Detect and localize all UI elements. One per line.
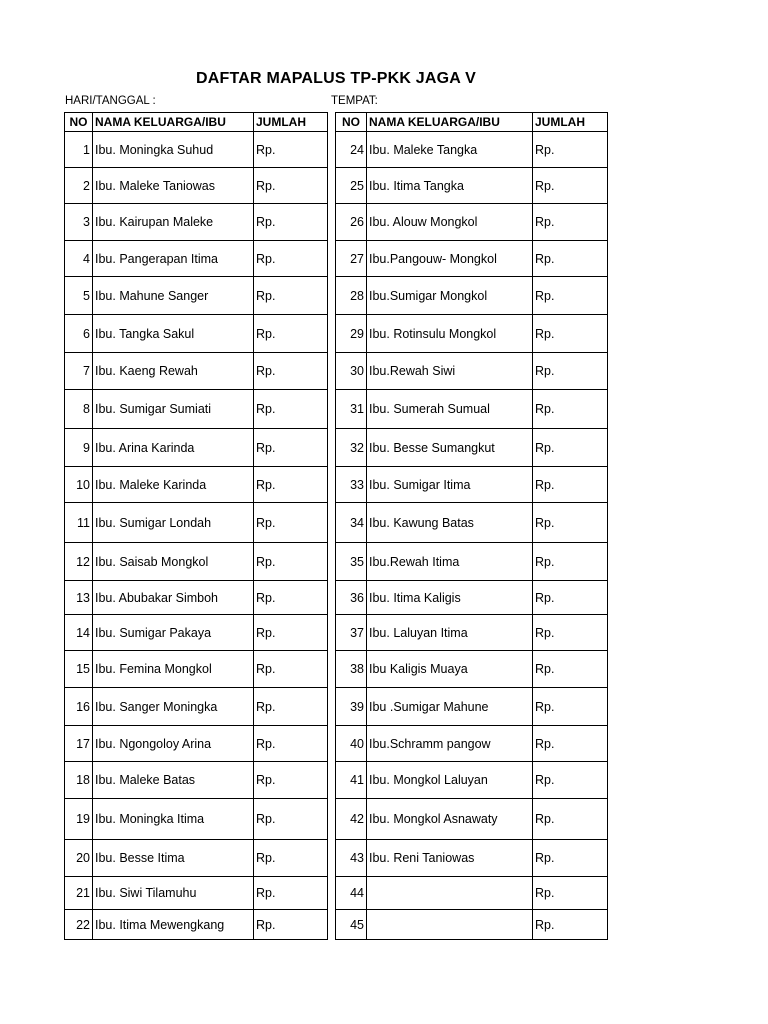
table-row — [336, 204, 608, 241]
row-number: 24 — [336, 132, 367, 168]
place-label: TEMPAT: — [331, 95, 378, 107]
row-name: Ibu.Rewah Itima — [367, 543, 533, 581]
row-amount: Rp. — [254, 503, 328, 543]
row-amount: Rp. — [254, 581, 328, 615]
row-amount: Rp. — [533, 353, 608, 390]
row-name: Ibu. Laluyan Itima — [367, 615, 533, 651]
row-amount: Rp. — [533, 241, 608, 277]
row-name: Ibu Kaligis Muaya — [367, 651, 533, 688]
row-name: Ibu. Mahune Sanger — [93, 277, 254, 315]
table-row — [65, 840, 328, 877]
row-number: 6 — [65, 315, 93, 353]
row-amount: Rp. — [533, 315, 608, 353]
table-row — [336, 726, 608, 762]
row-amount: Rp. — [533, 910, 608, 940]
table-row — [336, 688, 608, 726]
row-name: Ibu. Sanger Moningka — [93, 688, 254, 726]
row-amount: Rp. — [254, 688, 328, 726]
table-row — [65, 467, 328, 503]
row-number: 17 — [65, 726, 93, 762]
table-row — [65, 726, 328, 762]
row-name: Ibu. Mongkol Laluyan — [367, 762, 533, 799]
table-row — [336, 615, 608, 651]
row-amount: Rp. — [533, 204, 608, 241]
header-no: NO — [65, 113, 93, 132]
row-amount: Rp. — [533, 799, 608, 840]
row-number: 2 — [65, 168, 93, 204]
header-amount: JUMLAH — [533, 113, 608, 132]
row-number: 42 — [336, 799, 367, 840]
row-amount: Rp. — [254, 204, 328, 241]
table-row — [65, 204, 328, 241]
row-name: Ibu. Siwi Tilamuhu — [93, 877, 254, 910]
row-amount: Rp. — [533, 840, 608, 877]
row-amount: Rp. — [254, 726, 328, 762]
row-number: 28 — [336, 277, 367, 315]
table-row — [336, 353, 608, 390]
row-amount: Rp. — [533, 429, 608, 467]
row-amount: Rp. — [254, 132, 328, 168]
row-name: Ibu.Rewah Siwi — [367, 353, 533, 390]
table-row — [336, 390, 608, 429]
row-name: Ibu. Itima Tangka — [367, 168, 533, 204]
row-name: Ibu. Sumigar Pakaya — [93, 615, 254, 651]
table-row — [65, 877, 328, 910]
row-amount: Rp. — [254, 615, 328, 651]
document-title: DAFTAR MAPALUS TP-PKK JAGA V — [196, 70, 476, 87]
row-amount: Rp. — [533, 581, 608, 615]
row-amount: Rp. — [254, 651, 328, 688]
table-row — [65, 168, 328, 204]
row-number: 8 — [65, 390, 93, 429]
row-amount: Rp. — [254, 168, 328, 204]
row-number: 43 — [336, 840, 367, 877]
row-amount: Rp. — [533, 132, 608, 168]
table-row — [336, 315, 608, 353]
table-row — [336, 543, 608, 581]
row-name: Ibu. Kawung Batas — [367, 503, 533, 543]
table-header-row — [65, 113, 328, 132]
row-number: 1 — [65, 132, 93, 168]
row-name: Ibu.Sumigar Mongkol — [367, 277, 533, 315]
row-number: 16 — [65, 688, 93, 726]
row-name: Ibu. Itima Kaligis — [367, 581, 533, 615]
row-number: 31 — [336, 390, 367, 429]
row-name — [367, 910, 533, 940]
row-number: 14 — [65, 615, 93, 651]
row-amount: Rp. — [254, 910, 328, 940]
row-number: 29 — [336, 315, 367, 353]
row-amount: Rp. — [533, 467, 608, 503]
table-row — [65, 581, 328, 615]
row-amount: Rp. — [254, 840, 328, 877]
row-name: Ibu. Tangka Sakul — [93, 315, 254, 353]
row-name: Ibu. Itima Mewengkang — [93, 910, 254, 940]
row-name: Ibu. Abubakar Simboh — [93, 581, 254, 615]
table-row — [65, 651, 328, 688]
row-amount: Rp. — [254, 315, 328, 353]
row-name — [367, 877, 533, 910]
row-number: 5 — [65, 277, 93, 315]
row-amount: Rp. — [533, 726, 608, 762]
row-number: 32 — [336, 429, 367, 467]
row-name: Ibu. Maleke Karinda — [93, 467, 254, 503]
table-row — [65, 543, 328, 581]
members-table-left — [64, 112, 328, 940]
row-amount: Rp. — [533, 168, 608, 204]
row-name: Ibu. Besse Itima — [93, 840, 254, 877]
table-row — [336, 168, 608, 204]
row-name: Ibu. Ngongoloy Arina — [93, 726, 254, 762]
header-name: NAMA KELUARGA/IBU — [93, 113, 254, 132]
row-number: 41 — [336, 762, 367, 799]
row-number: 36 — [336, 581, 367, 615]
row-name: Ibu. Kaeng Rewah — [93, 353, 254, 390]
row-number: 9 — [65, 429, 93, 467]
row-name: Ibu .Sumigar Mahune — [367, 688, 533, 726]
row-amount: Rp. — [254, 241, 328, 277]
table-row — [336, 429, 608, 467]
row-name: Ibu. Reni Taniowas — [367, 840, 533, 877]
table-row — [336, 910, 608, 940]
table-row — [336, 132, 608, 168]
row-number: 25 — [336, 168, 367, 204]
row-amount: Rp. — [254, 429, 328, 467]
row-amount: Rp. — [533, 390, 608, 429]
row-name: Ibu. Arina Karinda — [93, 429, 254, 467]
row-number: 35 — [336, 543, 367, 581]
row-number: 26 — [336, 204, 367, 241]
table-row — [336, 877, 608, 910]
row-amount: Rp. — [254, 877, 328, 910]
table-row — [65, 277, 328, 315]
table-row — [336, 277, 608, 315]
row-number: 40 — [336, 726, 367, 762]
row-name: Ibu. Sumigar Itima — [367, 467, 533, 503]
row-number: 37 — [336, 615, 367, 651]
row-amount: Rp. — [533, 277, 608, 315]
row-number: 34 — [336, 503, 367, 543]
row-amount: Rp. — [533, 615, 608, 651]
table-row — [65, 429, 328, 467]
row-number: 27 — [336, 241, 367, 277]
row-number: 30 — [336, 353, 367, 390]
table-row — [65, 615, 328, 651]
row-name: Ibu. Sumerah Sumual — [367, 390, 533, 429]
header-name: NAMA KELUARGA/IBU — [367, 113, 533, 132]
row-number: 15 — [65, 651, 93, 688]
table-row — [65, 353, 328, 390]
table-row — [336, 503, 608, 543]
row-amount: Rp. — [533, 688, 608, 726]
row-name: Ibu. Maleke Batas — [93, 762, 254, 799]
row-name: Ibu. Besse Sumangkut — [367, 429, 533, 467]
row-name: Ibu.Schramm pangow — [367, 726, 533, 762]
table-row — [336, 241, 608, 277]
date-label: HARI/TANGGAL : — [65, 95, 156, 107]
row-number: 13 — [65, 581, 93, 615]
row-number: 33 — [336, 467, 367, 503]
table-row — [65, 132, 328, 168]
row-number: 4 — [65, 241, 93, 277]
table-row — [65, 762, 328, 799]
table-row — [65, 390, 328, 429]
table-row — [336, 467, 608, 503]
table-row — [65, 688, 328, 726]
row-name: Ibu. Maleke Tangka — [367, 132, 533, 168]
row-amount: Rp. — [254, 543, 328, 581]
table-row — [336, 840, 608, 877]
row-number: 39 — [336, 688, 367, 726]
table-row — [65, 799, 328, 840]
table-row — [65, 503, 328, 543]
row-number: 38 — [336, 651, 367, 688]
row-name: Ibu.Pangouw- Mongkol — [367, 241, 533, 277]
row-amount: Rp. — [533, 651, 608, 688]
header-no: NO — [336, 113, 367, 132]
row-number: 3 — [65, 204, 93, 241]
row-name: Ibu. Rotinsulu Mongkol — [367, 315, 533, 353]
row-number: 22 — [65, 910, 93, 940]
table-row — [336, 762, 608, 799]
table-row — [65, 910, 328, 940]
table-row — [336, 651, 608, 688]
row-amount: Rp. — [254, 762, 328, 799]
row-amount: Rp. — [533, 543, 608, 581]
members-table-right — [335, 112, 608, 940]
row-name: Ibu. Moningka Suhud — [93, 132, 254, 168]
row-amount: Rp. — [254, 277, 328, 315]
table-row — [336, 581, 608, 615]
row-amount: Rp. — [254, 467, 328, 503]
row-amount: Rp. — [254, 799, 328, 840]
row-number: 7 — [65, 353, 93, 390]
table-row — [65, 315, 328, 353]
row-number: 44 — [336, 877, 367, 910]
row-name: Ibu. Mongkol Asnawaty — [367, 799, 533, 840]
row-name: Ibu. Alouw Mongkol — [367, 204, 533, 241]
table-header-row — [336, 113, 608, 132]
row-name: Ibu. Kairupan Maleke — [93, 204, 254, 241]
row-amount: Rp. — [533, 877, 608, 910]
row-number: 12 — [65, 543, 93, 581]
row-amount: Rp. — [533, 762, 608, 799]
row-number: 45 — [336, 910, 367, 940]
row-number: 10 — [65, 467, 93, 503]
table-row — [336, 799, 608, 840]
row-number: 11 — [65, 503, 93, 543]
row-amount: Rp. — [533, 503, 608, 543]
row-name: Ibu. Sumigar Londah — [93, 503, 254, 543]
table-row — [65, 241, 328, 277]
row-amount: Rp. — [254, 353, 328, 390]
header-amount: JUMLAH — [254, 113, 328, 132]
row-name: Ibu. Pangerapan Itima — [93, 241, 254, 277]
row-name: Ibu. Sumigar Sumiati — [93, 390, 254, 429]
row-name: Ibu. Femina Mongkol — [93, 651, 254, 688]
row-number: 21 — [65, 877, 93, 910]
row-name: Ibu. Saisab Mongkol — [93, 543, 254, 581]
row-name: Ibu. Moningka Itima — [93, 799, 254, 840]
row-amount: Rp. — [254, 390, 328, 429]
row-number: 20 — [65, 840, 93, 877]
row-number: 19 — [65, 799, 93, 840]
row-name: Ibu. Maleke Taniowas — [93, 168, 254, 204]
row-number: 18 — [65, 762, 93, 799]
